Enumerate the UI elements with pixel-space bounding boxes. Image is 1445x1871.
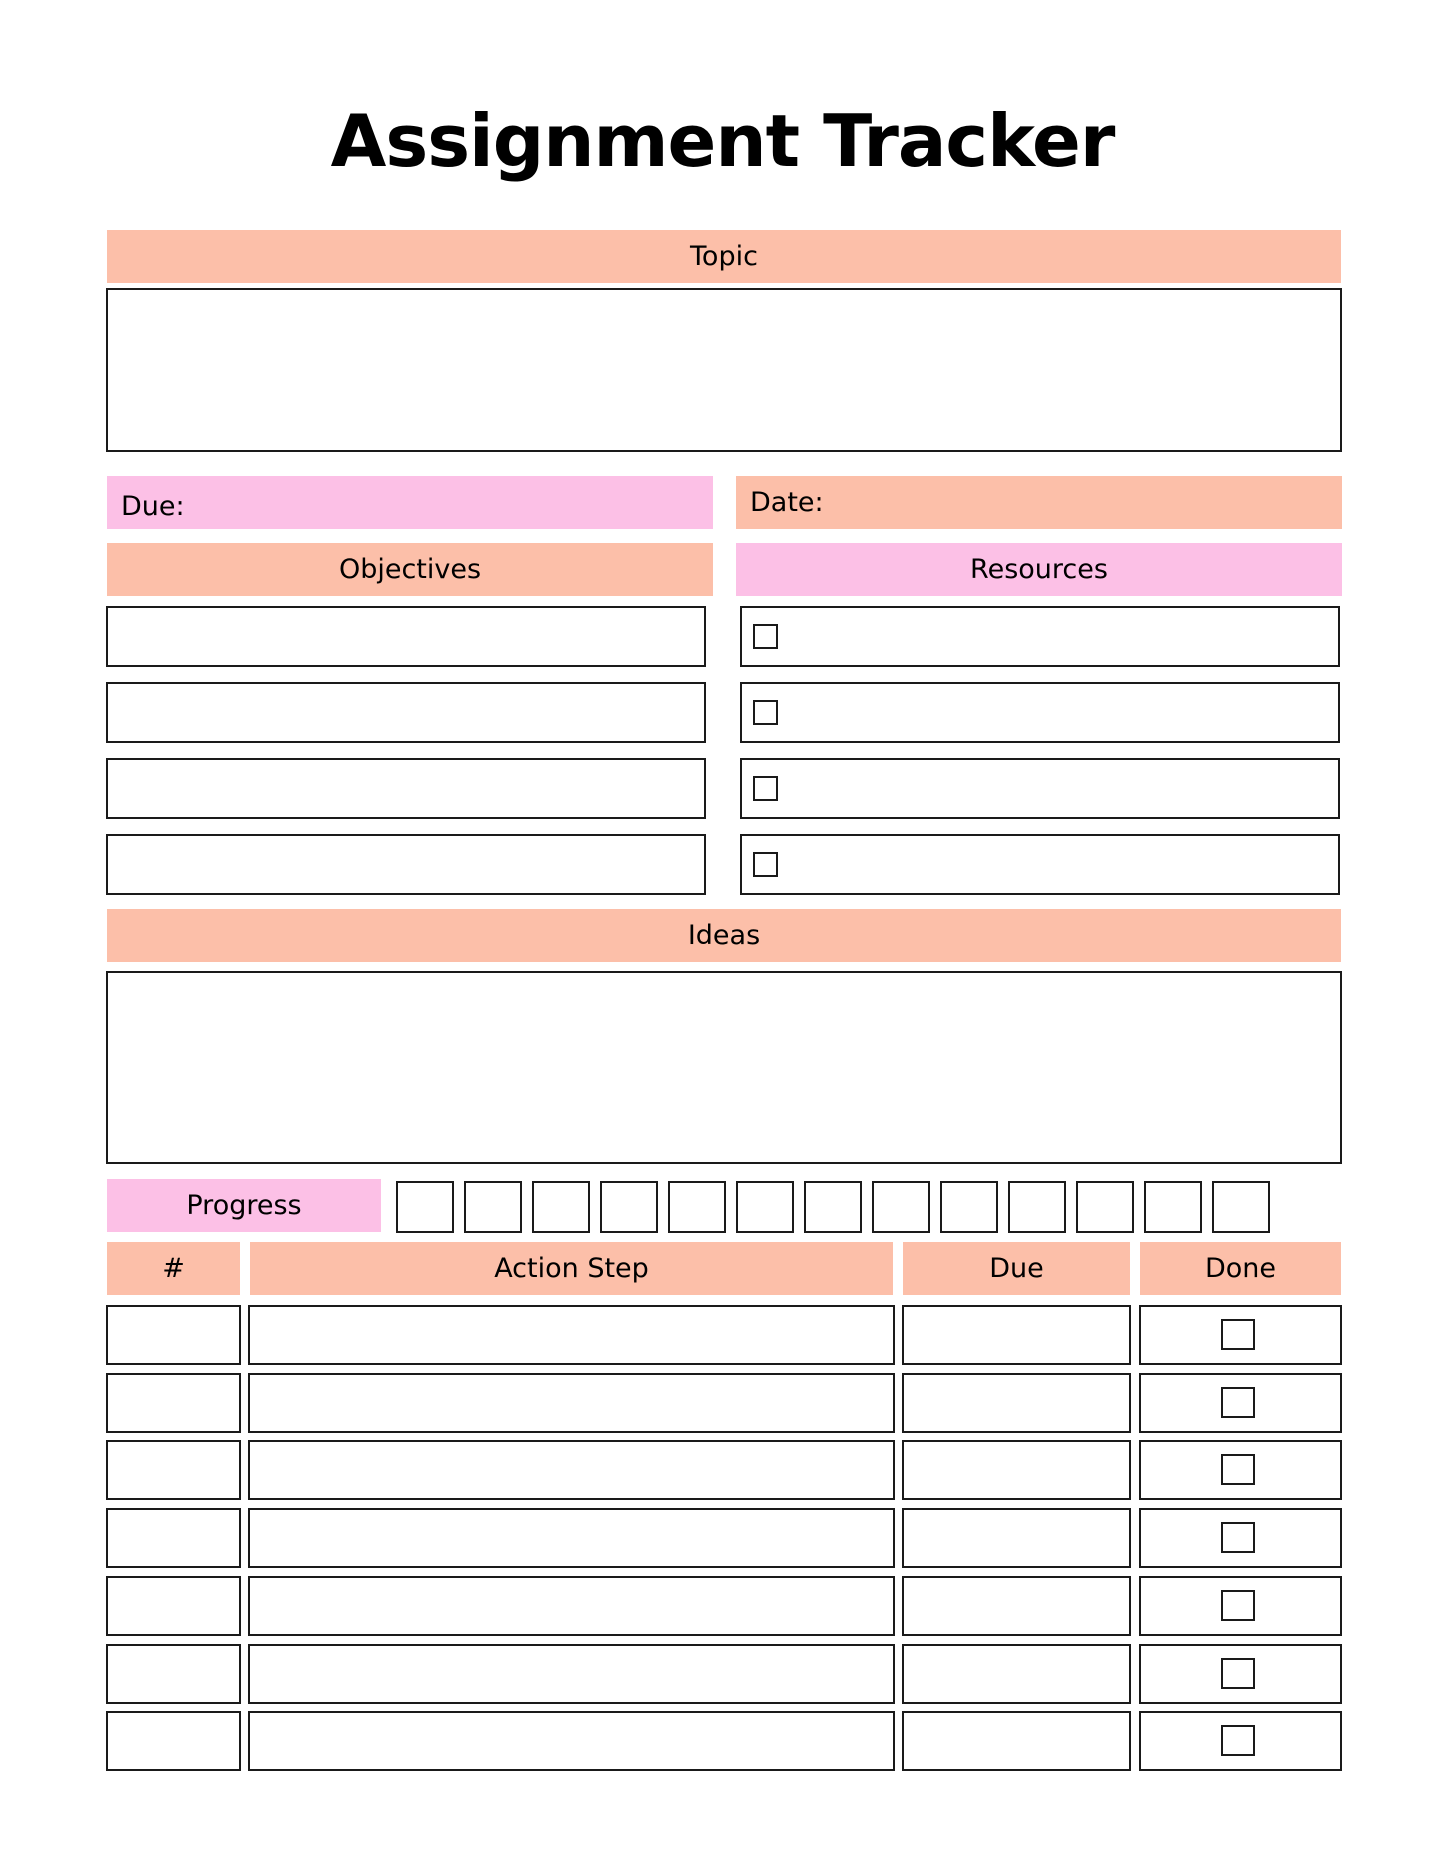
resource-field[interactable]	[740, 758, 1340, 819]
date-label: Date:	[750, 487, 824, 518]
topic-label: Topic	[690, 241, 758, 272]
done-checkbox[interactable]	[1221, 1658, 1255, 1689]
progress-cell[interactable]	[1144, 1181, 1202, 1233]
objectives-label: Objectives	[338, 554, 482, 585]
row-done-cell	[1139, 1644, 1342, 1704]
done-checkbox[interactable]	[1221, 1387, 1255, 1418]
done-checkbox[interactable]	[1221, 1319, 1255, 1350]
col-header-action-step-label: Action Step	[494, 1253, 649, 1284]
done-checkbox[interactable]	[1221, 1454, 1255, 1485]
row-due-cell[interactable]	[902, 1576, 1131, 1636]
row-number-cell[interactable]	[106, 1373, 241, 1433]
col-header-done	[1140, 1242, 1341, 1295]
resource-field[interactable]	[740, 682, 1340, 743]
progress-cell[interactable]	[872, 1181, 930, 1233]
row-action-step-cell[interactable]	[248, 1711, 895, 1771]
row-done-cell	[1139, 1576, 1342, 1636]
row-due-cell[interactable]	[902, 1644, 1131, 1704]
row-action-step-cell[interactable]	[248, 1644, 895, 1704]
resource-field[interactable]	[740, 834, 1340, 895]
row-done-cell	[1139, 1508, 1342, 1568]
progress-cell[interactable]	[1212, 1181, 1270, 1233]
row-due-cell[interactable]	[902, 1373, 1131, 1433]
col-header-action-step	[250, 1242, 893, 1295]
resource-checkbox[interactable]	[753, 624, 778, 649]
row-due-cell[interactable]	[902, 1440, 1131, 1500]
progress-cell[interactable]	[532, 1181, 590, 1233]
progress-cell[interactable]	[804, 1181, 862, 1233]
row-action-step-cell[interactable]	[248, 1305, 895, 1365]
due-bar[interactable]	[107, 476, 713, 529]
progress-cell[interactable]	[600, 1181, 658, 1233]
objective-field[interactable]	[106, 682, 706, 743]
progress-cell[interactable]	[940, 1181, 998, 1233]
row-due-cell[interactable]	[902, 1508, 1131, 1568]
row-action-step-cell[interactable]	[248, 1576, 895, 1636]
objectives-header	[107, 543, 713, 596]
row-done-cell	[1139, 1373, 1342, 1433]
resources-label: Resources	[970, 554, 1108, 585]
row-number-cell[interactable]	[106, 1644, 241, 1704]
resource-field[interactable]	[740, 606, 1340, 667]
col-header-number	[107, 1242, 240, 1295]
ideas-header	[107, 909, 1341, 962]
progress-label: Progress	[186, 1190, 302, 1221]
row-number-cell[interactable]	[106, 1576, 241, 1636]
date-bar[interactable]	[736, 476, 1342, 529]
progress-cell[interactable]	[736, 1181, 794, 1233]
page-title: Assignment Tracker	[330, 99, 1115, 183]
done-checkbox[interactable]	[1221, 1590, 1255, 1621]
row-number-cell[interactable]	[106, 1711, 241, 1771]
resource-checkbox[interactable]	[753, 852, 778, 877]
ideas-label: Ideas	[687, 920, 761, 951]
progress-header	[107, 1179, 381, 1232]
due-label: Due:	[121, 491, 185, 522]
progress-cell[interactable]	[1076, 1181, 1134, 1233]
row-due-cell[interactable]	[902, 1305, 1131, 1365]
objective-field[interactable]	[106, 834, 706, 895]
row-done-cell	[1139, 1711, 1342, 1771]
ideas-field[interactable]	[106, 971, 1342, 1164]
progress-cell[interactable]	[1008, 1181, 1066, 1233]
row-action-step-cell[interactable]	[248, 1373, 895, 1433]
row-action-step-cell[interactable]	[248, 1508, 895, 1568]
row-action-step-cell[interactable]	[248, 1440, 895, 1500]
done-checkbox[interactable]	[1221, 1725, 1255, 1756]
topic-header	[107, 230, 1341, 283]
resources-header	[736, 543, 1342, 596]
resource-checkbox[interactable]	[753, 776, 778, 801]
resource-checkbox[interactable]	[753, 700, 778, 725]
col-header-due	[903, 1242, 1130, 1295]
done-checkbox[interactable]	[1221, 1522, 1255, 1553]
row-number-cell[interactable]	[106, 1508, 241, 1568]
row-done-cell	[1139, 1305, 1342, 1365]
row-number-cell[interactable]	[106, 1305, 241, 1365]
objective-field[interactable]	[106, 758, 706, 819]
topic-field[interactable]	[106, 288, 1342, 452]
col-header-number-label: #	[162, 1253, 185, 1284]
progress-cell[interactable]	[668, 1181, 726, 1233]
progress-cell[interactable]	[464, 1181, 522, 1233]
progress-cell[interactable]	[396, 1181, 454, 1233]
col-header-due-label: Due	[989, 1253, 1044, 1284]
row-number-cell[interactable]	[106, 1440, 241, 1500]
col-header-done-label: Done	[1204, 1253, 1277, 1284]
objective-field[interactable]	[106, 606, 706, 667]
row-due-cell[interactable]	[902, 1711, 1131, 1771]
row-done-cell	[1139, 1440, 1342, 1500]
